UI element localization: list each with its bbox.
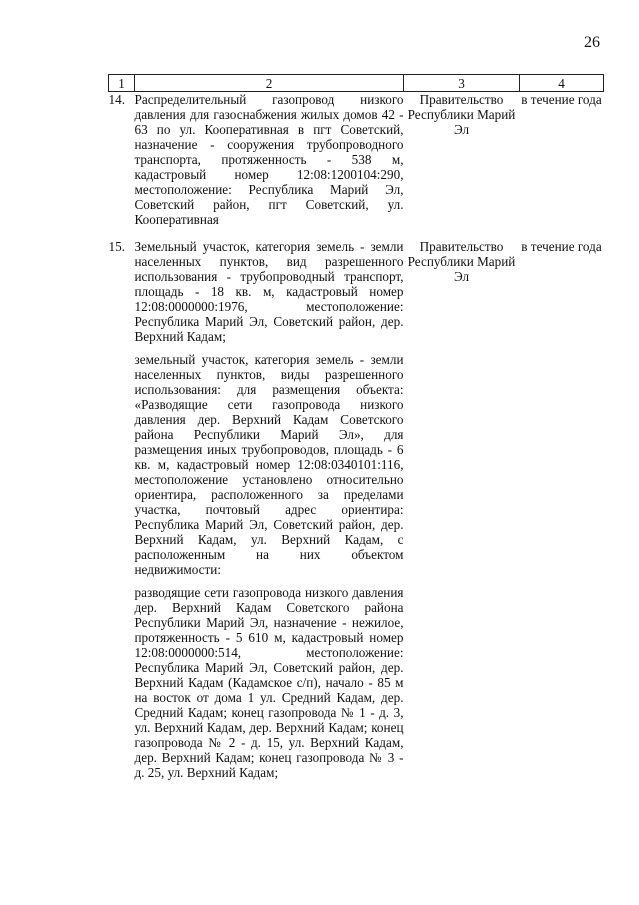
table-header-row: [109, 75, 604, 92]
table-row: [109, 227, 604, 780]
description-paragraph: разводящие сети газопровода низкого давления дер. Верхний Кадам Советского района Республики Марий Эл, назначение - нежилое, протяженность - 5 610 м, кадастровый номер 12:08:0000000:514, местоположение: Республика Марий Эл, Советский район, дер. Верхний Кадам (Кадамское с/п), начало - 85 м на восток от дома 1 ул. Средний Кадам, дер. Средний Кадам; конец газопровода № 1 - д. 3, ул. Верхний Кадам, дер. Верхний Кадам; конец газопровода № 2 - д. 15, ул. Верхний Кадам, дер. Верхний Кадам; конец газопровода № 3 - д. 25, ул. Верхний Кадам;: [134, 585, 404, 780]
row-number: 14.: [108, 92, 125, 107]
column-header-description: 2: [135, 75, 404, 92]
column-header-number: 1: [109, 75, 135, 92]
column-header-term: 4: [520, 75, 604, 92]
row-number: 15.: [108, 239, 125, 254]
description-paragraph: Распределительный газопровод низкого давления для газоснабжения жилых домов 42 - 63 по ул. Кооперативная в пгт Советский, назначение - сооружения трубопроводного транспорта, протяженность - 538 м, кадастровый номер 12:08:1200104:290, местоположение: Республика Марий Эл, Советский район, пгт Советский, ул. Кооперативная: [134, 92, 404, 227]
row-term: в течение года: [521, 239, 602, 254]
page-number: 26: [584, 34, 600, 51]
row-description: [135, 92, 404, 228]
description-paragraph: земельный участок, категория земель - земли населенных пунктов, виды разрешенного использования: для размещения объекта: «Разводящие сети газопровода низкого давления дер. Верхний Кадам Советского района Республики Марий Эл», для размещения иных трубопроводов, площадь - 6 кв. м, кадастровый номер 12:08:0340101:116, местоположение установлено относительно ориентира, расположенного за пределами участка, почтовый адрес ориентира: Республика Марий Эл, Советский район, дер. Верхний Кадам, ул. Верхний Кадам, с расположенным на них объектом недвижимости:: [134, 352, 404, 577]
row-responsible: Правительство Республики Марий Эл: [407, 92, 516, 137]
description-paragraph: Земельный участок, категория земель - земли населенных пунктов, вид разрешенного использования - трубопроводный транспорт, площадь - 18 кв. м, кадастровый номер 12:08:0000000:1976, местоположение: Республика Марий Эл, Советский район, дер. Верхний Кадам;: [134, 239, 404, 344]
table-row: [109, 92, 604, 228]
column-header-responsible: 3: [404, 75, 520, 92]
row-term: в течение года: [521, 92, 602, 107]
row-description: [135, 227, 404, 780]
row-responsible: Правительство Республики Марий Эл: [407, 239, 516, 284]
property-table: [108, 74, 604, 780]
